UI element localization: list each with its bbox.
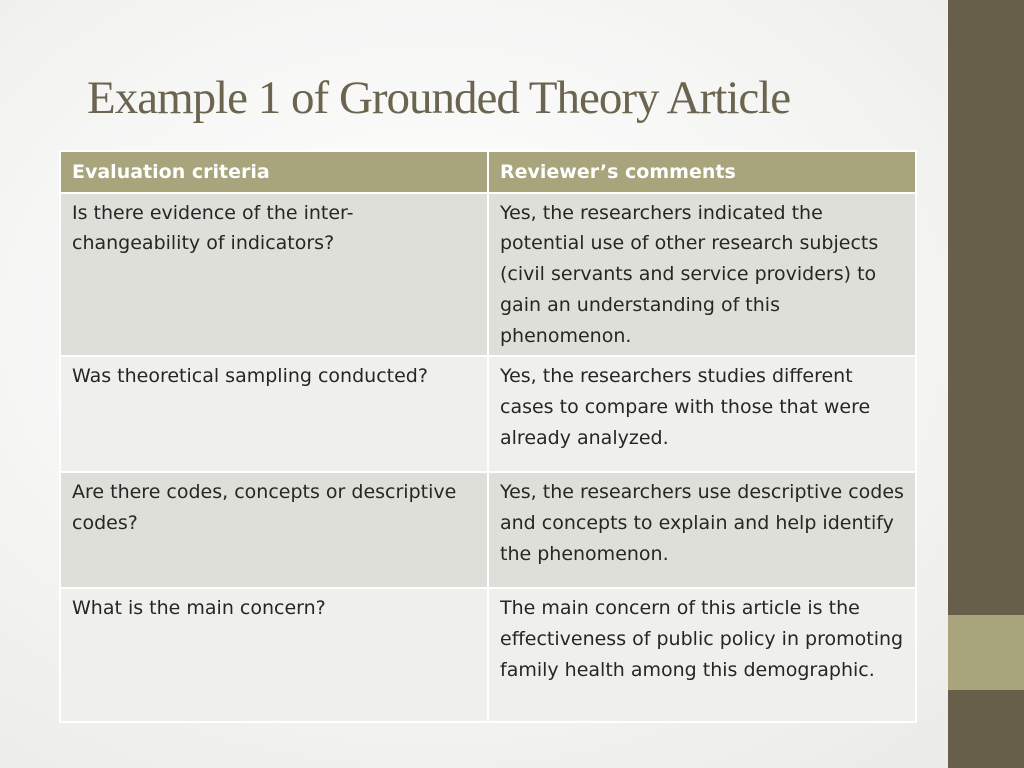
criteria-cell: Was theoretical sampling conducted? <box>60 356 488 472</box>
header-reviewer-comments: Reviewer’s comments <box>488 151 916 193</box>
comment-cell: Yes, the researchers indicated the potential use of other research subjects (civil servants and service providers) to gain an understanding of this phenomenon. <box>488 193 916 357</box>
sidebar-accent-block <box>948 615 1024 690</box>
table-header-row <box>60 151 916 193</box>
evaluation-table-container <box>59 150 915 723</box>
criteria-cell: Is there evidence of the inter-changeability of indicators? <box>60 193 488 357</box>
comment-cell: Yes, the researchers use descriptive codes and concepts to explain and help identify the phenomenon. <box>488 472 916 588</box>
slide-title: Example 1 of Grounded Theory Article <box>87 72 791 124</box>
table-row <box>60 193 916 357</box>
table-row <box>60 356 916 472</box>
criteria-cell: Are there codes, concepts or descriptive codes? <box>60 472 488 588</box>
comment-cell: The main concern of this article is the effectiveness of public policy in promoting family health among this demographic. <box>488 588 916 722</box>
table-row <box>60 588 916 722</box>
criteria-cell: What is the main concern? <box>60 588 488 722</box>
evaluation-table <box>59 150 917 723</box>
header-evaluation-criteria: Evaluation criteria <box>60 151 488 193</box>
table-row <box>60 472 916 588</box>
comment-cell: Yes, the researchers studies different cases to compare with those that were already analyzed. <box>488 356 916 472</box>
